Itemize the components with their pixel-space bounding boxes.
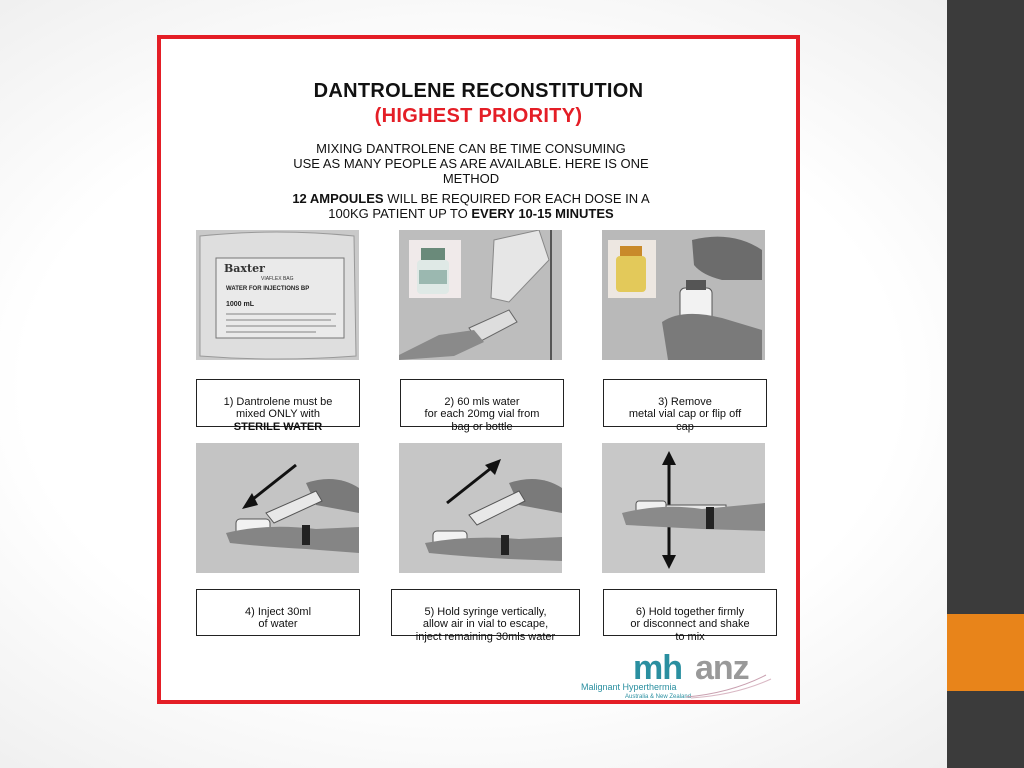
step-5-caption xyxy=(391,589,580,643)
step-1-text: 1) Dantrolene must be mixed ONLY with xyxy=(223,395,333,420)
photo-vial-and-bottle xyxy=(399,230,562,360)
photo-inject-water xyxy=(196,443,359,573)
photo-water-bag xyxy=(196,230,359,360)
bag-line-1: VIAFLEX BAG xyxy=(261,276,294,282)
dantrolene-poster xyxy=(157,35,800,704)
bag-brand: Baxter xyxy=(224,262,265,275)
req-frequency: EVERY 10-15 MINUTES xyxy=(471,206,614,221)
step-3-caption xyxy=(603,379,767,433)
bag-line-2: WATER FOR INJECTIONS BP xyxy=(226,286,310,292)
step-4-caption xyxy=(196,589,360,636)
step-1-caption xyxy=(196,379,360,433)
photo-shake-to-mix xyxy=(602,443,765,573)
slide-accent-block xyxy=(947,614,1024,691)
step-6-text: 6) Hold together firmly or disconnect and shake to mix xyxy=(630,605,750,643)
req-text-1: WILL BE REQUIRED FOR EACH DOSE IN A xyxy=(383,191,650,206)
poster-title: DANTROLENE RECONSTITUTION xyxy=(313,80,644,102)
step-5-text: 5) Hold syringe vertically, allow air in vial to escape, inject remaining 30mls water xyxy=(415,605,556,643)
photo-remove-cap xyxy=(602,230,765,360)
logo-swoosh xyxy=(581,649,781,699)
poster-subtitle: (HIGHEST PRIORITY) xyxy=(374,105,583,127)
mhanz-logo xyxy=(581,649,781,699)
step-3-text: 3) Remove metal vial cap or flip off cap xyxy=(628,395,742,433)
step-1-bold: STERILE WATER xyxy=(233,420,323,433)
logo-subtitle: Malignant Hyperthermia xyxy=(581,682,677,692)
logo-region: Australia & New Zealand xyxy=(625,694,692,700)
step-2-caption xyxy=(400,379,564,433)
req-ampoules: 12 AMPOULES xyxy=(292,191,384,206)
step-6-caption xyxy=(603,589,777,643)
logo-anz: anz xyxy=(695,649,749,687)
step-2-text: 2) 60 mls water for each 20mg vial from bag or bottle xyxy=(424,395,540,433)
step-4-text: 4) Inject 30ml of water xyxy=(244,605,312,630)
logo-mh: mh xyxy=(633,649,682,687)
photo-hold-vertical xyxy=(399,443,562,573)
poster-intro: MIXING DANTROLENE CAN BE TIME CONSUMING USE AS MANY PEOPLE AS ARE AVAILABLE. HERE IS ONE METHOD xyxy=(293,141,649,186)
poster-requirement xyxy=(231,191,711,221)
req-text-2: 100KG PATIENT UP TO xyxy=(328,206,472,221)
bag-line-3: 1000 mL xyxy=(226,301,255,308)
